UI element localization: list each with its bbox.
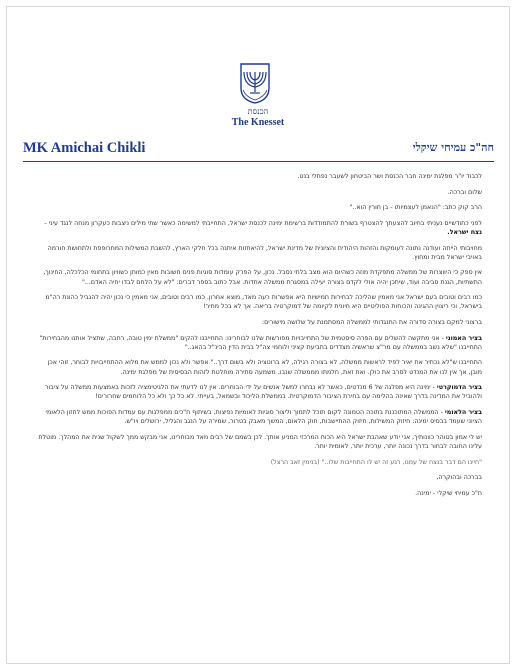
letter-body	[34, 172, 482, 504]
sender-name-hebrew: חה"כ עמיחי שיקלי	[412, 141, 494, 154]
paragraph-9: בציר הלאומי - הממשלה המתוכננת בתוכה הטמונה לקום תוכל לתמוך וליצור סוגיות לאומיות נפיצות, בשיתוף ח"כים ממפלגות עם עמדות הפוכות ממש לחזון הלאומי הציוני שעמד בבסיס ימינה: חיזוק המשילות, חיזוק ההתיישבות, חוק הלאום, המשך מאבק בטרור, שמירה על הנגב והגליל, ירושלים ויו"ש.	[45, 408, 482, 426]
closing-line: בברכה ובהוקרה,	[436, 474, 482, 482]
paragraph-5: ברצוני למקם בצורה סדורה את התנגדותי לממשלה המסתמנת על שלושה מישורים:	[262, 318, 482, 326]
section-heading: בציר האמוני	[445, 334, 482, 342]
greeting-line: שלום וברכה.	[447, 188, 482, 196]
paragraph-6: בציר האמוני - אני מתקשה להשלים עם הפרה סיסטמית של התחייבויות מפורשות שלנו לבוחרינו: התחייבנו להקים "ממשלת ימין טובה, רחבה, שתציל אותנו מהבחירות" התחייבנו "שלא נשב בממשלה עם מר"צ שראשיה מצדדים בתביעת קציני ולוחמי צה"ל בבית הדין הבינ"ל בהאג.."	[39, 334, 482, 351]
paragraph-4: כמו רבים וטובים בעם ישראל אני מאמין שהליכה לבחירות חמישיות היא אפשרות רעה מאד, מוצא אחרון. כמו רבים וטובים, אני מאמין כי נכון יהיה להגביל כהונת רה"מ בישראל, וכי ריצוין ההגינה והכוחות הפוליטיים היא חיונית לקיומה של דמוקרטיה בריאה. אך לא בכל מחיר!	[45, 294, 482, 311]
paragraph-10: יש לי אמון בטוהר כוונותיך, אני יודע שאהבת ישראל היא הכוח המרכזי המניע אותך. לכן בשמם של רבים מאד מבוחרינו, אני מבקש ממך לשקול שנית את המהלך. מוטלת עלינו החובה לבחור בדרך נכונה יותר, ערכית יותר, לאומית יותר.	[38, 433, 482, 450]
sender-name-english: MK Amichai Chikli	[23, 140, 146, 156]
logo-hebrew-text: הכנסת	[247, 107, 269, 116]
header-divider	[23, 161, 494, 162]
paragraph-8: בציר הדמוקרטי - ימינה היא מפלגה של 6 מנדטים, כאשר לא נבחרו למשל אנשים על ידי הבוחרים. אין לנו לדעתי את הלגיטימציה לזכות באמצעות ממשלה על ציבור ולהוביל את המדינה בדרך שאינה בהלימה עם בחירת הציבור הדמוקרטית. בממשלת הליכוד ובשמאל, בעייתי. לא כל כך ולא כל הלוחמים שחרורים!	[44, 384, 482, 401]
paragraph-2: מחויבותי הייתה ועודנה נתונה לעומקות והזהות היהודית והציונית של מדינת ישראל, להיאחזות איתנה בכל חלקי הארץ, להשבת המשילות המתרופפת ולתחושת חורמה באויבי ישראל מבית ומחוץ.	[47, 244, 482, 261]
section-heading: בציר הדמוקרטי	[436, 384, 482, 392]
emphasis-text: נצח ישראל.	[447, 228, 482, 236]
opening-quote: הרב קוק כתב: "הנאמן לעצמיותו - בן חורין הוא.."	[349, 204, 482, 212]
paragraph-7: התחייבנו ש"לא נכתיר את יאיר לפיד לראשות ממשלה, לא בצורה רגילה, לא ברוטציה ולא בשום דרך.." אפשר ולא נכון לממש את מלוא ההתחייבויות לבוחר, זוהי אכן מובן, אך אין לנו את המנדט לסרב את כולן. ואת זאת, חלמתו מממשלה שנבו, משמעה סתירה מוחלטת לזהות הבסיסית של מפלגת ימינה.	[47, 359, 482, 376]
knesset-menorah-emblem-icon	[237, 62, 273, 104]
paragraph-1: לפני כחודשיים נעניתי בחיוב להצעתך להצטרף בשורת להתמודדות ברשימת ימינה לכנסת ישראל, התחייבתי למשימה כאשר שתי מילים ניצבות כעקרון מנחה לנגד עיני - נצח ישראל.	[44, 219, 482, 236]
section-heading: בציר הלאומי	[444, 408, 482, 416]
logo-english-text: The Knesset	[231, 117, 285, 128]
addressee-line: לכבוד יו"ר מפלגת ימינה חבר הכנסת ושר הביטחון לשעבר נפתלי בנט.	[297, 173, 482, 180]
paragraph-3: אין ספק כי היווצרות של ממשלה מתפקדת מוזה כשהיום הוא מצב בלתי נסבל. נכון, על הפרק עומדות סוגיות פנים חשובות מאין כמותן כשוויון בתחומי הכלכלה, החינוך, התשתיות, הגנת סביבה ועוד, שיתכן יהיה אולי לקדם בצורה יעילה במסגרת ממשלה אחדות. אבל כתוב בספר דברים: "לא על הלחם לבדו יחיה האדם..."	[43, 269, 482, 286]
signature-line: ח"כ עמיחי שיקלי - ימינה.	[415, 489, 482, 497]
closing-quote: "חיינו הם דבר בנצח של עמנו, רגע זה יש לו התחייבות שלו.." (בנימין זאב הרצל)	[270, 458, 482, 466]
